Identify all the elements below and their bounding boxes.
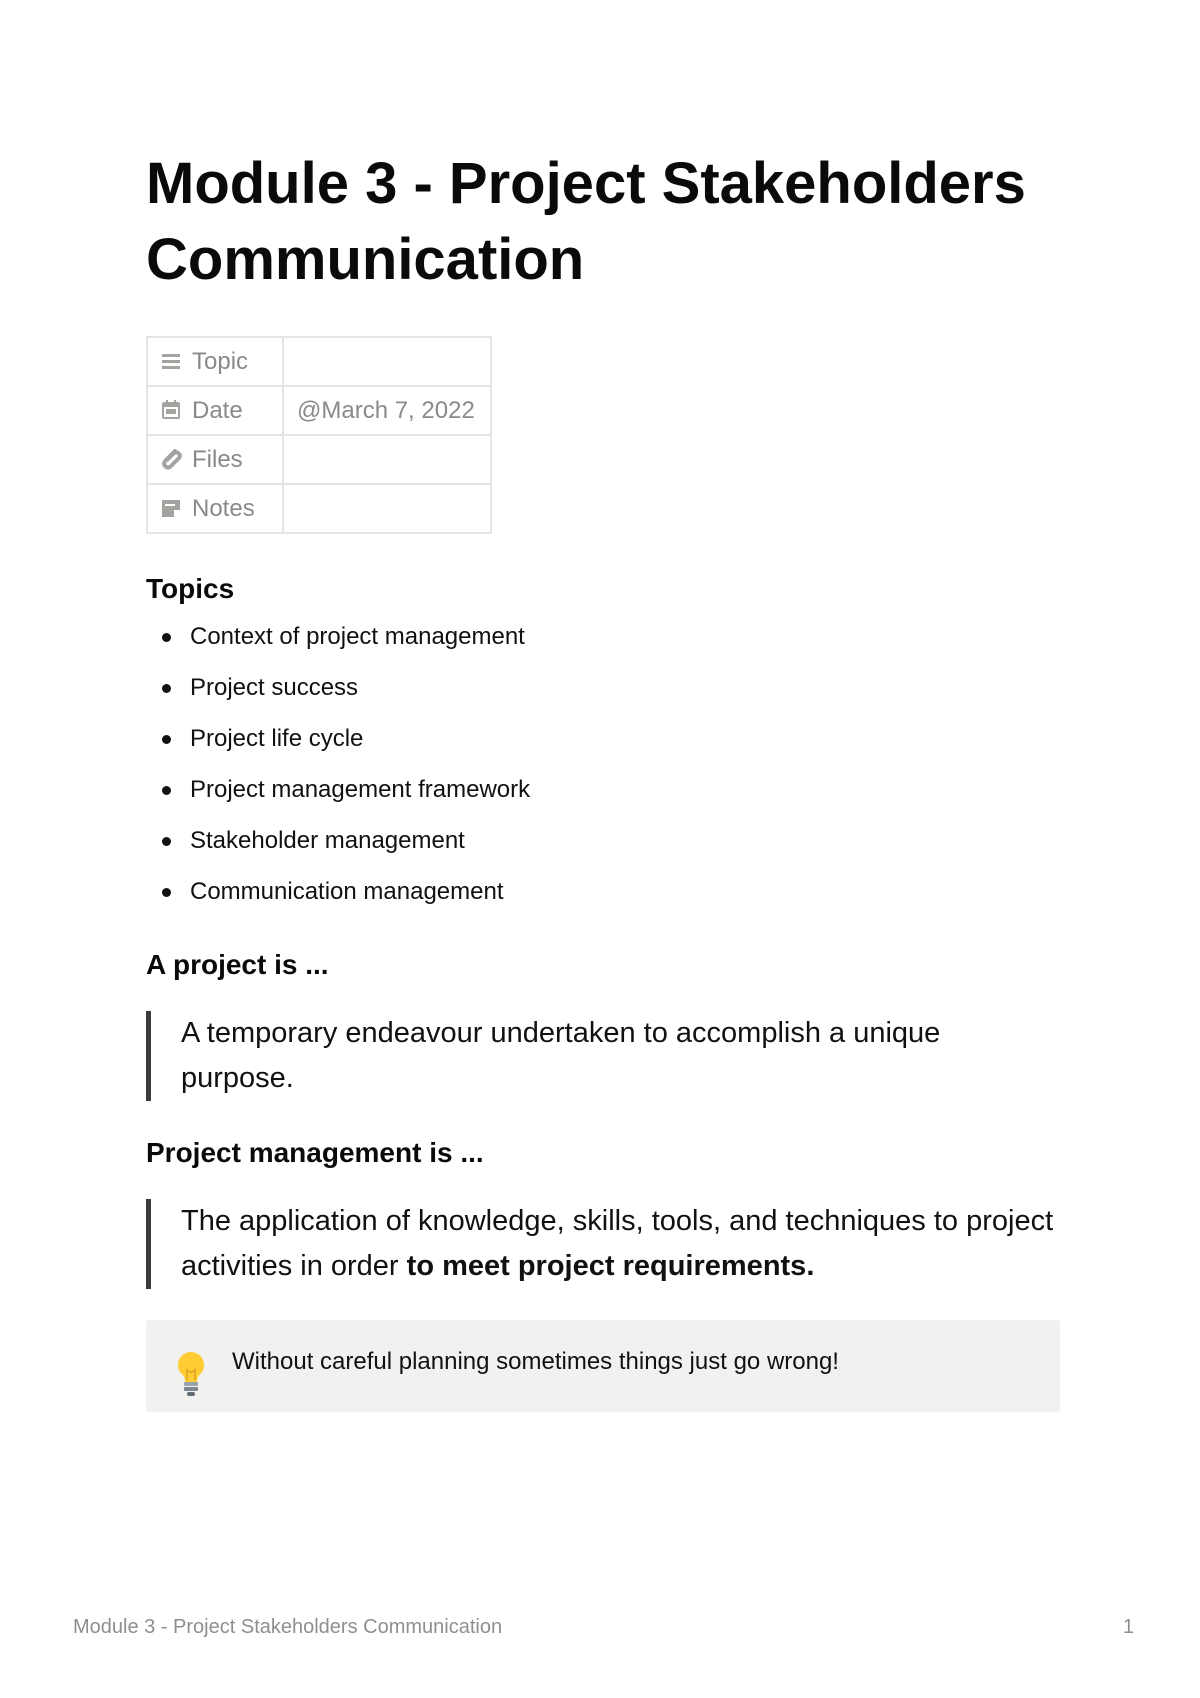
list-item xyxy=(146,724,530,775)
list-icon xyxy=(160,350,182,372)
property-label: Topic xyxy=(192,347,249,375)
bullet-icon xyxy=(162,888,171,897)
list-item-text: Context of project management xyxy=(190,623,525,650)
project-definition-quote xyxy=(146,1011,1060,1101)
project-definition-heading: A project is ... xyxy=(146,949,329,980)
list-item xyxy=(146,826,530,877)
topics-heading: Topics xyxy=(146,573,235,604)
property-label: Files xyxy=(192,445,243,473)
pm-definition-heading: Project management is ... xyxy=(146,1137,484,1168)
list-item xyxy=(146,622,530,673)
bullet-icon xyxy=(162,786,171,795)
list-item-text: Project success xyxy=(190,674,359,701)
property-key-files[interactable] xyxy=(147,435,283,484)
property-row-date xyxy=(147,386,491,435)
list-item xyxy=(146,775,530,826)
property-row-files xyxy=(147,435,491,484)
property-value-notes[interactable] xyxy=(283,484,491,533)
bullet-icon xyxy=(162,837,171,846)
property-row-topic xyxy=(147,337,491,386)
property-row-notes xyxy=(147,484,491,533)
properties-table xyxy=(146,336,492,534)
list-item xyxy=(146,877,530,928)
page-number: 1 xyxy=(1122,1616,1134,1638)
page-title: Module 3 - Project Stakeholders Communication xyxy=(146,151,1026,292)
paperclip-icon xyxy=(160,448,182,470)
property-label: Notes xyxy=(192,494,255,522)
list-item-text: Stakeholder management xyxy=(190,827,465,854)
callout xyxy=(146,1320,1060,1412)
quote-emphasis: to meet project requirements. xyxy=(406,1250,815,1282)
note-icon xyxy=(160,497,182,519)
list-item-text: Communication management xyxy=(190,878,504,905)
topics-list xyxy=(146,622,530,928)
bullet-icon xyxy=(162,684,171,693)
property-value-topic[interactable] xyxy=(283,337,491,386)
property-value-files[interactable] xyxy=(283,435,491,484)
property-key-date[interactable] xyxy=(147,386,283,435)
property-key-notes[interactable] xyxy=(147,484,283,533)
footer-title: Module 3 - Project Stakeholders Communication xyxy=(73,1616,503,1638)
callout-text: Without careful planning sometimes things just go wrong! xyxy=(232,1348,839,1375)
list-item-text: Project life cycle xyxy=(190,725,364,752)
list-item-text: Project management framework xyxy=(190,776,531,803)
lightbulb-icon xyxy=(174,1350,208,1398)
property-key-topic[interactable] xyxy=(147,337,283,386)
quote-text: The application of knowledge, skills, tools, and techniques to project activities in order xyxy=(181,1205,1054,1282)
property-value-date[interactable]: @March 7, 2022 xyxy=(283,386,491,435)
calendar-icon xyxy=(160,399,182,421)
bullet-icon xyxy=(162,633,171,642)
pm-definition-quote xyxy=(146,1199,1060,1289)
property-label: Date xyxy=(192,396,243,424)
quote-text: A temporary endeavour undertaken to accomplish a unique purpose. xyxy=(181,1017,941,1094)
bullet-icon xyxy=(162,735,171,744)
list-item xyxy=(146,673,530,724)
